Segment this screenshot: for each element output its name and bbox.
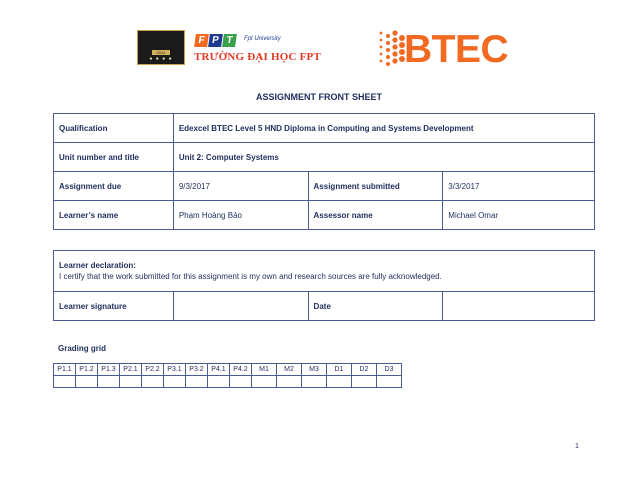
grading-grid-cell[interactable] — [277, 376, 302, 388]
fpt-logo — [195, 30, 237, 44]
qualification-label: Qualification — [54, 114, 174, 143]
date-field[interactable] — [443, 292, 595, 321]
grading-grid-header: M1 — [252, 364, 277, 376]
grading-grid-header: P3.1 — [164, 364, 186, 376]
names-row — [54, 201, 595, 230]
stars-logo-year: 2012 — [152, 50, 170, 55]
page-title: ASSIGNMENT FRONT SHEET — [255, 92, 382, 102]
stars-logo — [137, 30, 185, 65]
grading-grid-header: P4.2 — [230, 364, 252, 376]
btec-dot — [392, 37, 397, 42]
btec-logo: BTEC — [404, 28, 509, 71]
grading-grid-cell[interactable] — [54, 376, 76, 388]
assignment-dates-row — [54, 172, 595, 201]
fpt-university-name: TRƯỜNG ĐẠI HỌC FPT — [194, 51, 321, 63]
grading-grid-cell[interactable] — [352, 376, 377, 388]
grading-grid-header-row — [54, 364, 402, 376]
grading-grid-cell[interactable] — [230, 376, 252, 388]
grading-grid-header: P3.2 — [186, 364, 208, 376]
unit-value: Unit 2: Computer Systems — [173, 143, 594, 172]
assignment-info-table — [53, 113, 595, 230]
btec-dot — [380, 60, 383, 63]
page-number: 1 — [575, 443, 579, 450]
fpt-university-label: Fpt University — [244, 36, 281, 42]
grading-grid-table — [53, 363, 402, 388]
learner-name-value: Phạm Hoàng Bảo — [173, 201, 308, 230]
btec-dot — [392, 51, 397, 56]
stars-logo-dots: ● ● ● ● — [149, 56, 173, 62]
grading-grid-header: P4.1 — [208, 364, 230, 376]
grading-grid-header: P1.1 — [54, 364, 76, 376]
declaration-table — [53, 250, 595, 321]
grading-grid-header: M3 — [302, 364, 327, 376]
grading-grid-header: P1.2 — [76, 364, 98, 376]
fpt-letter-f: F — [194, 34, 209, 47]
grading-grid-header: M2 — [277, 364, 302, 376]
unit-label: Unit number and title — [54, 143, 174, 172]
grading-grid-value-row — [54, 376, 402, 388]
declaration-cell — [54, 251, 595, 292]
assessor-name-value: Michael Omar — [443, 201, 595, 230]
signature-row — [54, 292, 595, 321]
grading-grid-cell[interactable] — [252, 376, 277, 388]
btec-dot — [380, 53, 383, 56]
learner-name-label: Learner’s name — [54, 201, 174, 230]
assignment-due-value: 9/3/2017 — [173, 172, 308, 201]
grading-grid-title: Grading grid — [58, 344, 106, 353]
grading-grid-header: P2.1 — [120, 364, 142, 376]
btec-dot — [380, 46, 383, 49]
btec-dot — [380, 32, 383, 35]
declaration-text: I certify that the work submitted for this assignment is my own and research sources are fully acknowledged. — [59, 272, 442, 281]
grading-grid-cell[interactable] — [98, 376, 120, 388]
btec-dot — [386, 34, 390, 38]
btec-dot — [392, 44, 397, 49]
btec-dot — [386, 48, 390, 52]
fpt-letter-t: T — [222, 34, 237, 47]
stars-logo-word — [138, 33, 185, 45]
btec-dot — [392, 58, 397, 63]
grading-grid-header: D1 — [327, 364, 352, 376]
stars-logo-tagline — [138, 45, 185, 49]
fpt-letter-p: P — [208, 34, 223, 47]
grading-grid-cell[interactable] — [120, 376, 142, 388]
declaration-heading: Learner declaration: — [59, 261, 136, 270]
grading-grid-cell[interactable] — [208, 376, 230, 388]
btec-dot — [386, 62, 390, 66]
grading-grid-header: D3 — [377, 364, 402, 376]
btec-dot — [392, 30, 397, 35]
grading-grid-header: P1.3 — [98, 364, 120, 376]
date-label: Date — [308, 292, 443, 321]
grading-grid-cell[interactable] — [164, 376, 186, 388]
btec-dots-icon — [377, 30, 407, 68]
grading-grid-cell[interactable] — [142, 376, 164, 388]
btec-dot — [380, 39, 383, 42]
grading-grid-cell[interactable] — [76, 376, 98, 388]
grading-grid-cell[interactable] — [377, 376, 402, 388]
btec-dot — [386, 41, 390, 45]
grading-grid-cell[interactable] — [186, 376, 208, 388]
unit-row — [54, 143, 595, 172]
assignment-due-label: Assignment due — [54, 172, 174, 201]
qualification-value: Edexcel BTEC Level 5 HND Diploma in Computing and Systems Development — [173, 114, 594, 143]
qualification-row — [54, 114, 595, 143]
grading-grid-cell[interactable] — [327, 376, 352, 388]
btec-dot — [386, 55, 390, 59]
grading-grid-header: D2 — [352, 364, 377, 376]
learner-signature-label: Learner signature — [54, 292, 174, 321]
assignment-submitted-label: Assignment submitted — [308, 172, 443, 201]
grading-grid-cell[interactable] — [302, 376, 327, 388]
learner-signature-field[interactable] — [173, 292, 308, 321]
grading-grid-header: P2.2 — [142, 364, 164, 376]
assessor-name-label: Assessor name — [308, 201, 443, 230]
assignment-submitted-value: 3/3/2017 — [443, 172, 595, 201]
